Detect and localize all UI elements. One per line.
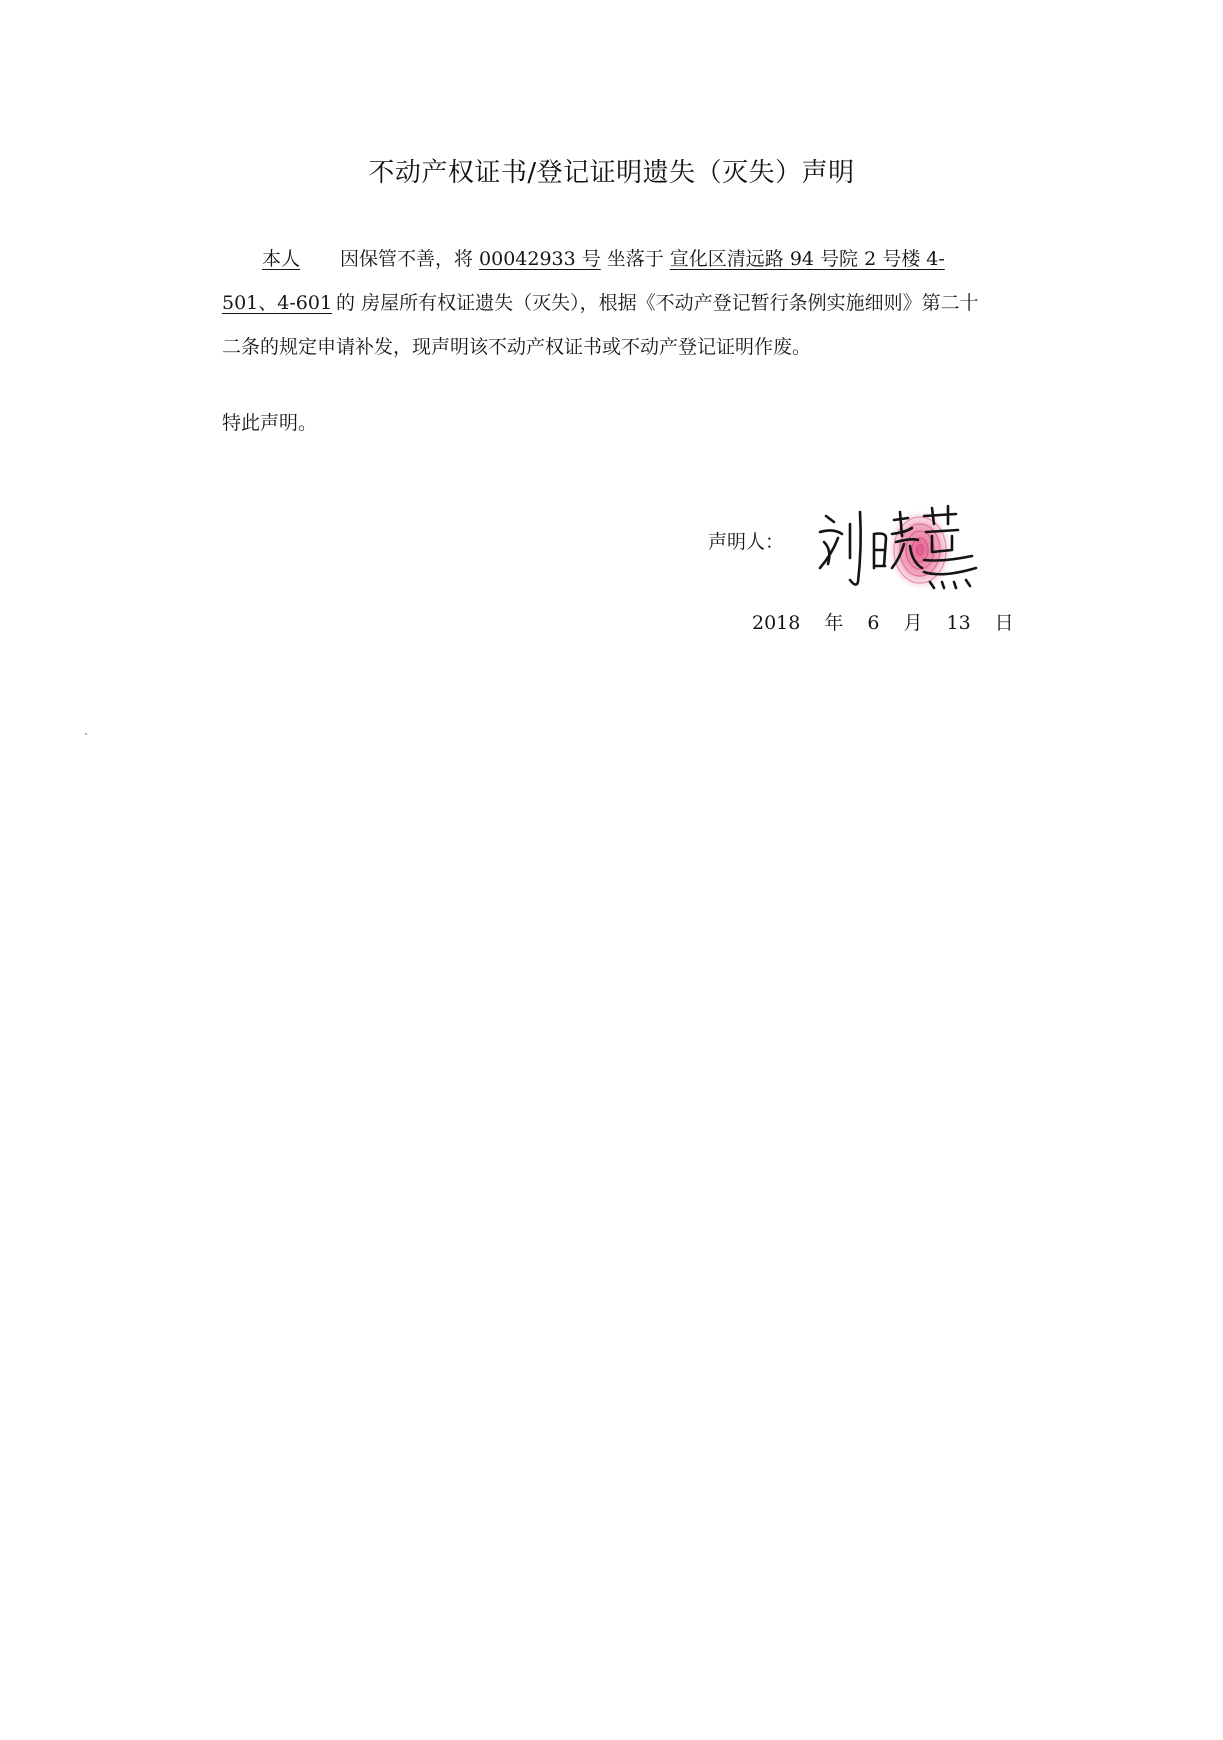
body-line-1 — [222, 244, 1042, 271]
date-month: 6 — [867, 612, 880, 634]
address-part-1: 宣化区清远路 94 号院 2 号楼 4- — [669, 248, 945, 270]
date-day-unit: 日 — [994, 612, 1014, 634]
date-year-unit: 年 — [824, 612, 844, 634]
certificate-number: 00042933 号 — [479, 248, 601, 270]
declarant-label: 声明人： — [708, 531, 785, 553]
subject-blank — [222, 248, 340, 270]
document-title: 不动产权证书/登记证明遗失（灭失）声明 — [368, 158, 855, 188]
date-month-unit: 月 — [903, 612, 923, 634]
date-year: 2018 — [752, 612, 801, 634]
date-day: 13 — [946, 612, 971, 634]
phrase-2: 坐落于 — [606, 248, 664, 270]
phrase-1: 因保管不善，将 — [340, 248, 474, 270]
declaration-date — [752, 608, 1014, 635]
body-line-2 — [222, 288, 1042, 315]
body-line-3: 二条的规定申请补发，现声明该不动产权证书或不动产登记证明作废。 — [222, 336, 812, 358]
subject: 本人 — [262, 248, 301, 270]
phrase-3: 的 房屋所有权证遗失（灭失），根据《不动产登记暂行条例实施细则》第二十 — [336, 292, 979, 314]
address-part-2: 501、4-601 — [222, 292, 333, 314]
closing-statement: 特此声明。 — [222, 412, 318, 434]
handwritten-signature — [812, 498, 982, 608]
